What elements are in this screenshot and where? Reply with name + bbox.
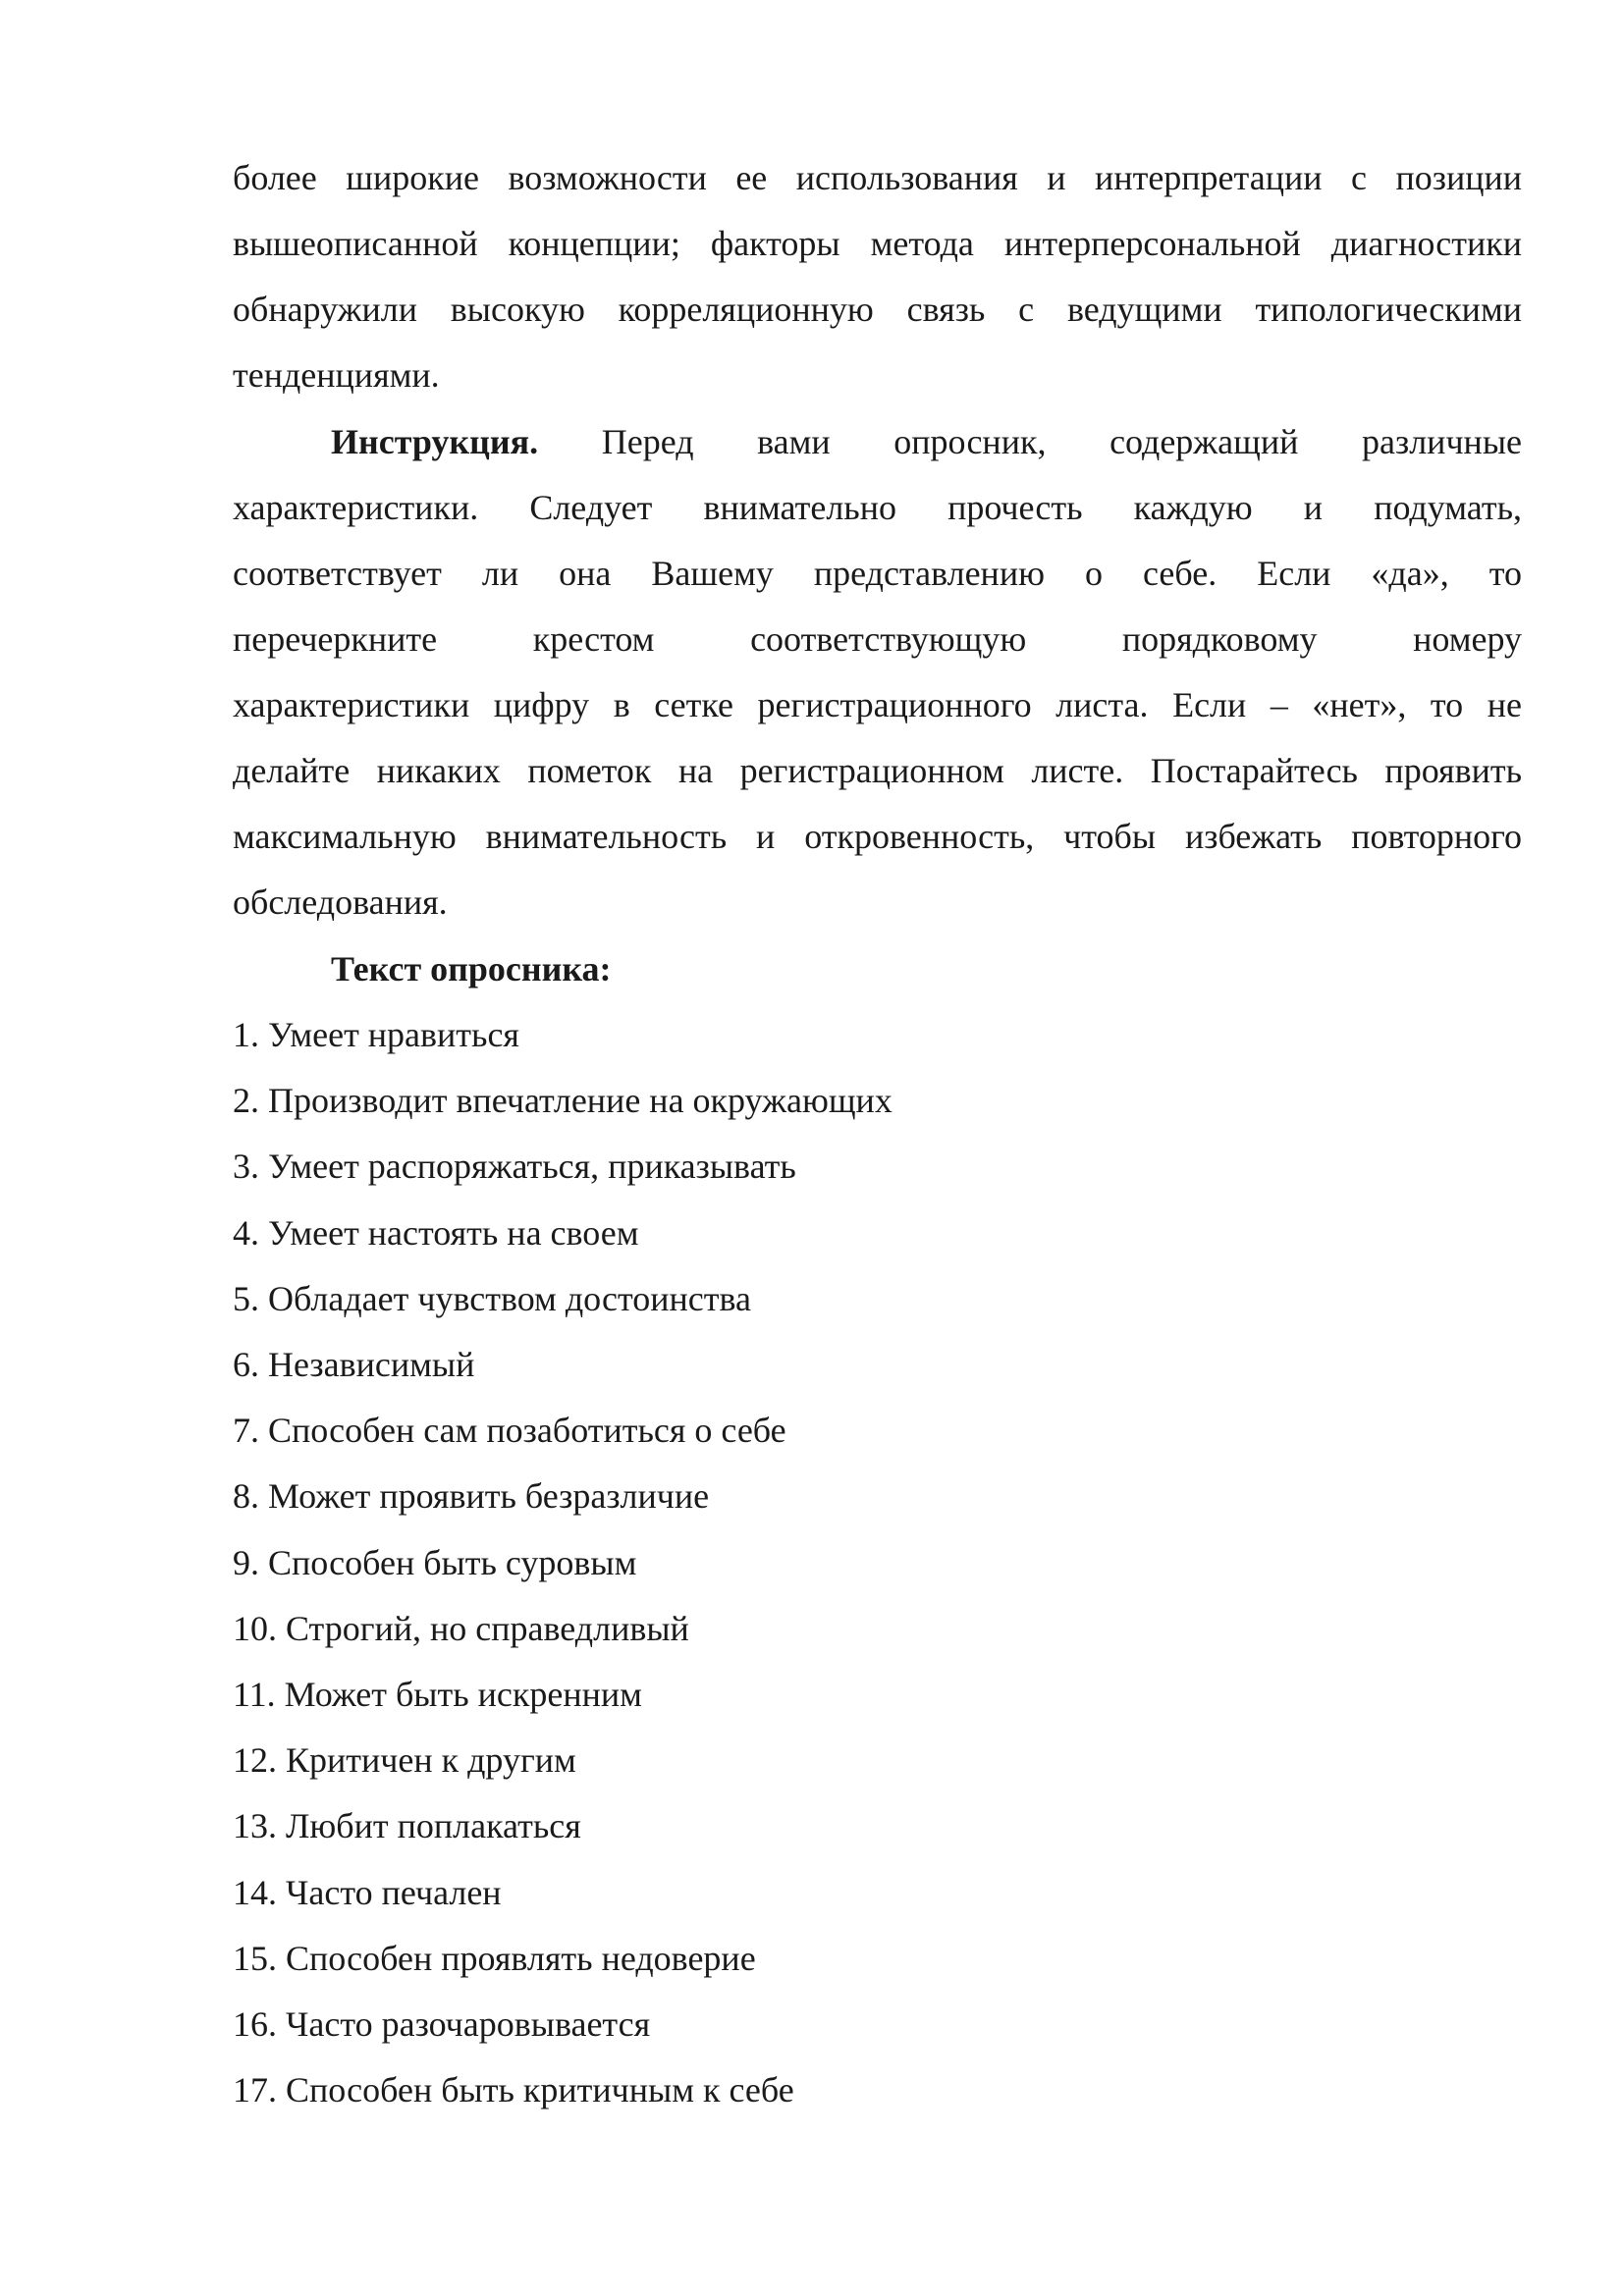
list-item: 12. Критичен к другим	[233, 1740, 576, 1781]
list-item: 2. Производит впечатление на окружающих	[233, 1081, 893, 1121]
instruction-line	[233, 409, 1522, 475]
list-item: 5. Обладает чувством достоинства	[233, 1278, 752, 1318]
intro-line: более широкие возможности ее использования и интерпретации с позиции	[233, 158, 1522, 197]
list-item: 9. Способен быть суровым	[233, 1542, 637, 1582]
intro-line: вышеописанной концепции; факторы метода интерперсональной диагностики	[233, 224, 1522, 263]
intro-line: тенденциями.	[233, 355, 440, 395]
list-item: 17. Способен быть критичным к себе	[233, 2070, 794, 2110]
intro-line: обнаружили высокую корреляционную связь с ведущими типологическими	[233, 290, 1522, 329]
list-item: 3. Умеет распоряжаться, приказывать	[233, 1147, 796, 1187]
list-item: 10. Строгий, но справедливый	[233, 1608, 689, 1648]
list-item: 16. Часто разочаровывается	[233, 2004, 651, 2045]
questionnaire-heading: Текст опросника:	[331, 949, 612, 988]
list-item: 4. Умеет настоять на своем	[233, 1212, 639, 1253]
instruction-paragraph	[233, 409, 1522, 935]
intro-paragraph	[233, 145, 1522, 408]
instruction-line: характеристики. Следует внимательно прочесть каждую и подумать,	[233, 488, 1522, 527]
instruction-line: обследования.	[233, 882, 448, 922]
instruction-label: Инструкция.	[331, 422, 539, 461]
list-item: 15. Способен проявлять недоверие	[233, 1938, 756, 1978]
instruction-line-text: Перед вами опросник, содержащий различные	[538, 422, 1522, 461]
instruction-line: максимальную внимательность и откровенность, чтобы избежать повторного	[233, 817, 1522, 856]
instruction-line: характеристики цифру в сетке регистрационного листа. Если – «нет», то не	[233, 685, 1522, 724]
list-item: 13. Любит поплакаться	[233, 1806, 581, 1846]
list-item: 11. Может быть искренним	[233, 1675, 642, 1715]
instruction-line: соответствует ли она Вашему представлению о себе. Если «да», то	[233, 554, 1522, 593]
list-item: 14. Часто печален	[233, 1872, 502, 1912]
list-item: 6. Независимый	[233, 1345, 475, 1385]
list-item: 1. Умеет нравиться	[233, 1015, 519, 1054]
questionnaire-list	[233, 1002, 893, 2123]
instruction-line: перечеркните крестом соответствующую порядковому номеру	[233, 619, 1522, 659]
list-item: 7. Способен сам позаботиться о себе	[233, 1411, 786, 1451]
list-item: 8. Может проявить безразличие	[233, 1476, 710, 1517]
instruction-line: делайте никаких пометок на регистрационном листе. Постарайтесь проявить	[233, 751, 1522, 790]
